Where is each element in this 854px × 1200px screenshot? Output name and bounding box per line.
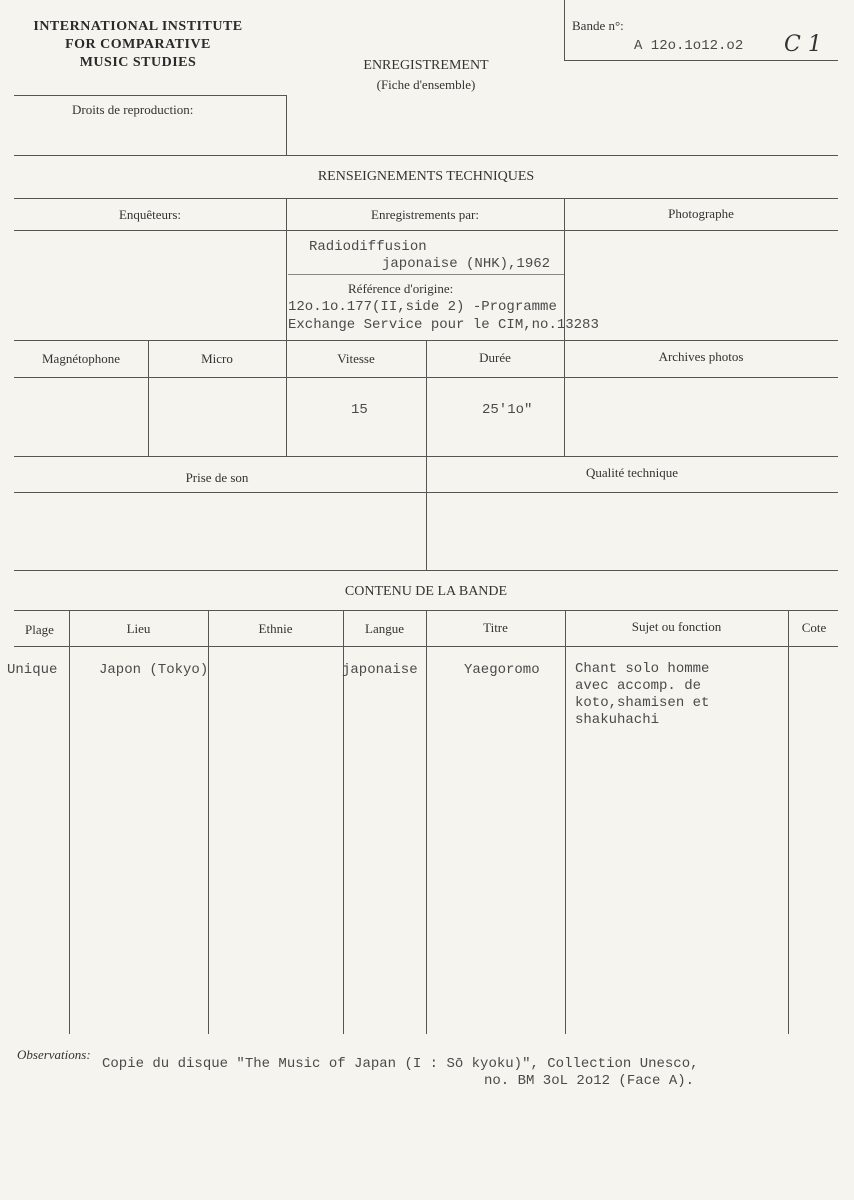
institute-line-1: INTERNATIONAL INSTITUTE xyxy=(33,19,243,34)
duree-value: 25'1o" xyxy=(482,402,533,418)
page-title: ENREGISTREMENT xyxy=(363,58,489,73)
cell-sujet-line-2: avec accomp. de xyxy=(575,678,702,694)
observations-label: Observations: xyxy=(17,1047,91,1062)
vitesse-label: Vitesse xyxy=(337,351,375,366)
contenu-col-6 xyxy=(788,610,789,1034)
bande-label: Bande n°: xyxy=(572,18,624,33)
contenu-heading: CONTENU DE LA BANDE xyxy=(344,584,508,599)
rule-droits-bottom xyxy=(14,155,838,156)
reference-line-2: Exchange Service pour le CIM,no.13283 xyxy=(288,317,599,333)
bande-box-left xyxy=(564,0,565,60)
droits-top xyxy=(14,95,286,96)
rule-contenu-labels xyxy=(14,646,838,647)
col-header-lieu: Lieu xyxy=(126,621,151,636)
duree-label: Durée xyxy=(479,350,511,365)
rule-tech-top xyxy=(14,198,838,199)
col-header-langue: Langue xyxy=(365,621,404,636)
enregistrements-line-1: Radiodiffusion xyxy=(309,239,427,255)
tech-heading: RENSEIGNEMENTS TECHNIQUES xyxy=(317,169,535,184)
cell-langue: japonaise xyxy=(342,662,418,678)
col-header-cote: Cote xyxy=(801,620,827,635)
institute-line-2: FOR COMPARATIVE xyxy=(65,37,211,52)
droits-label: Droits de reproduction: xyxy=(72,102,194,117)
micro-label: Micro xyxy=(201,351,233,366)
observations-line-2: no. BM 3oL 2o12 (Face A). xyxy=(484,1073,695,1089)
bande-handwritten-mark: C 1 xyxy=(784,32,822,57)
droits-right xyxy=(286,95,287,155)
prise-label: Prise de son xyxy=(185,470,249,485)
enregistrements-label: Enregistrements par: xyxy=(371,207,479,222)
vitesse-value: 15 xyxy=(351,402,368,418)
cell-sujet-line-3: koto,shamisen et xyxy=(575,695,710,711)
institute-line-3: MUSIC STUDIES xyxy=(79,55,197,70)
archives-label: Archives photos xyxy=(658,349,744,364)
contenu-col-5 xyxy=(565,610,566,1034)
page-subtitle: (Fiche d'ensemble) xyxy=(376,77,476,92)
contenu-col-1 xyxy=(69,610,70,1034)
col-header-ethnie: Ethnie xyxy=(258,621,293,636)
reference-rule xyxy=(288,274,564,275)
enqueteurs-label: Enquêteurs: xyxy=(118,207,182,222)
rule-prise-labels xyxy=(14,492,838,493)
rule-tech-labels xyxy=(14,230,838,231)
contenu-col-4 xyxy=(426,610,427,1034)
rule-equipment-labels xyxy=(14,377,838,378)
col-header-sujet: Sujet ou fonction xyxy=(631,619,722,634)
reference-label: Référence d'origine: xyxy=(348,281,454,296)
cell-sujet-line-4: shakuhachi xyxy=(575,712,660,728)
rule-prise-bottom xyxy=(14,570,838,571)
magnetophone-label: Magnétophone xyxy=(42,351,120,366)
col-header-plage: Plage xyxy=(25,622,54,637)
cell-lieu: Japon (Tokyo) xyxy=(99,662,209,678)
cell-sujet-line-1: Chant solo homme xyxy=(575,661,710,677)
enregistrements-line-2: japonaise (NHK),1962 xyxy=(382,256,551,272)
reference-line-1: 12o.1o.177(II,side 2) -Programme xyxy=(288,299,557,315)
photographe-label: Photographe xyxy=(668,206,734,221)
cell-plage: Unique xyxy=(7,662,58,678)
bande-number: A 12o.1o12.o2 xyxy=(634,38,744,54)
qualite-label: Qualité technique xyxy=(585,465,679,480)
col-header-titre: Titre xyxy=(483,620,508,635)
observations-line-1: Copie du disque "The Music of Japan (I : Sō kyoku)", Collection Unesco, xyxy=(102,1056,699,1072)
bande-box-bottom xyxy=(564,60,838,61)
cell-titre: Yaegoromo xyxy=(464,662,540,678)
institute-name xyxy=(10,18,266,72)
